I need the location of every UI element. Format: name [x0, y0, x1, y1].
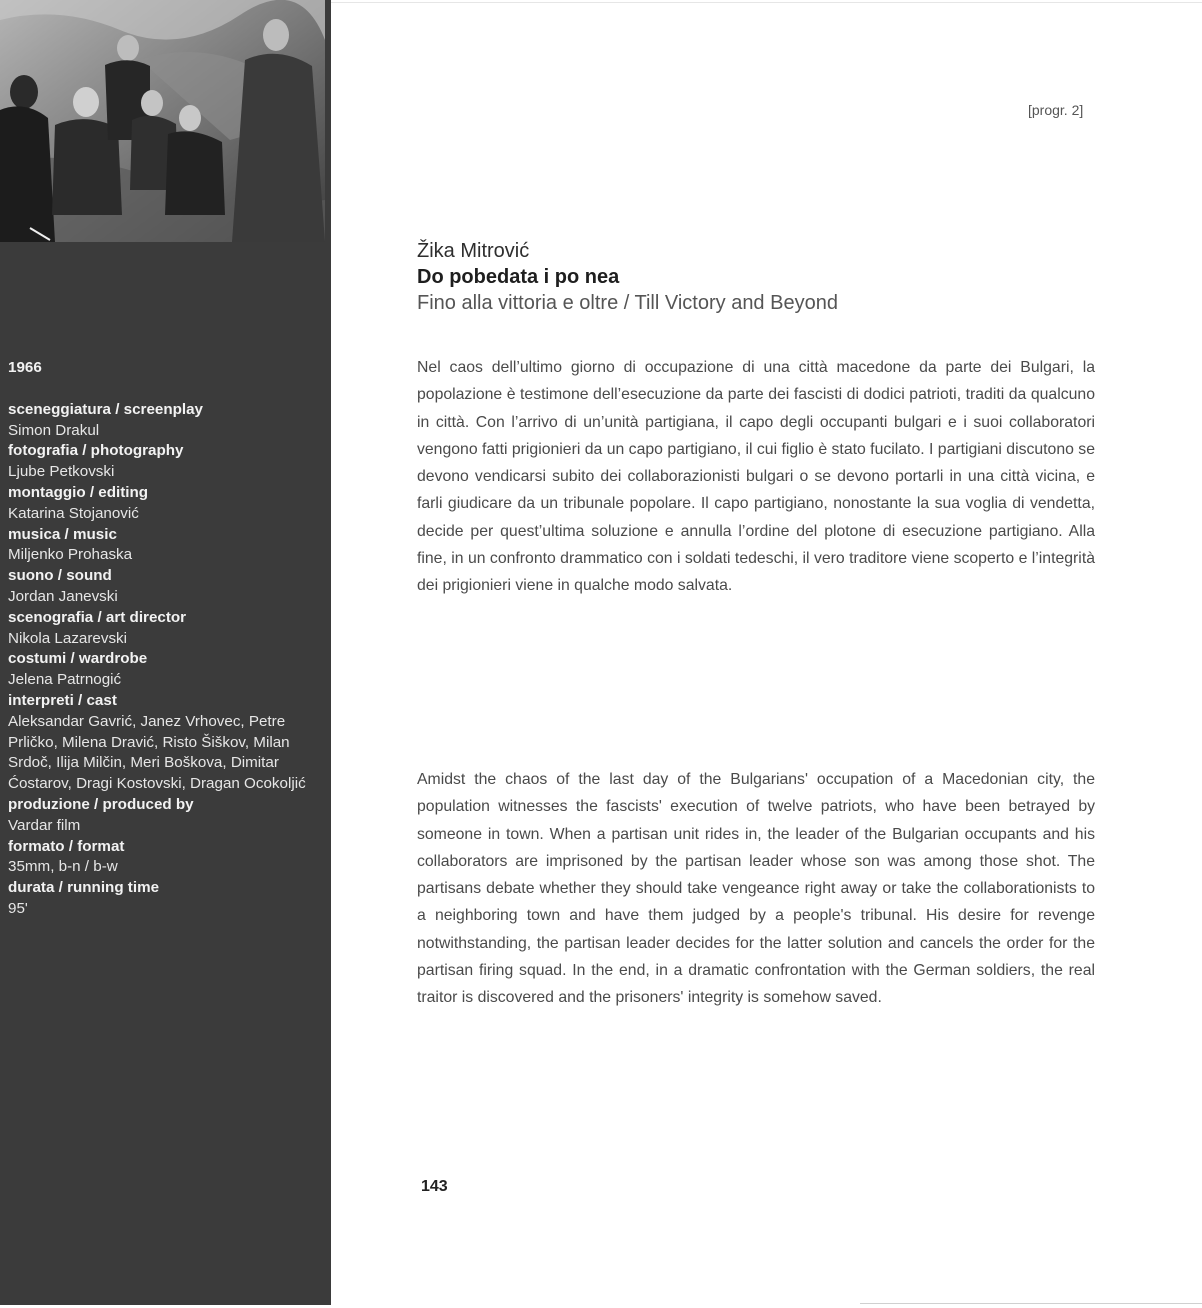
credits-sidebar [0, 0, 331, 1305]
credit-value-running-time: 95' [8, 899, 28, 917]
credit-value-screenplay: Simon Drakul [8, 421, 100, 439]
film-subtitle: Fino alla vittoria e oltre / Till Victory and Beyond [417, 292, 838, 314]
credits-list [8, 358, 326, 920]
film-still-image [0, 0, 325, 242]
credit-role-photography: fotografia / photography [8, 442, 184, 460]
release-year: 1966 [8, 359, 42, 376]
film-header [417, 238, 1117, 316]
film-still-photo [0, 0, 325, 242]
credit-value-format: 35mm, b-n / b-w [8, 858, 118, 876]
top-edge-line [331, 2, 1202, 3]
director-name: Žika Mitrović [417, 240, 530, 262]
credit-value-produced-by: Vardar film [8, 816, 81, 834]
credit-value-art-director: Nikola Lazarevski [8, 629, 128, 647]
credit-role-running-time: durata / running time [8, 879, 160, 897]
credit-value-wardrobe: Jelena Patrnogić [8, 671, 122, 689]
credit-role-format: formato / format [8, 837, 125, 855]
credit-value-photography: Ljube Petkovski [8, 463, 115, 481]
bottom-edge-line [860, 1303, 1202, 1304]
credit-value-music: Miljenko Prohaska [8, 546, 133, 564]
program-label: [progr. 2] [1028, 102, 1084, 118]
film-title: Do pobedata i po nea [417, 266, 620, 288]
synopsis-english: Amidst the chaos of the last day of the Bulgarians' occupation of a Macedonian city, the population witnesses the fascists' execution of twelve patriots, who have been betrayed by someone in town. When a partisan unit rides in, the leader of the Bulgarian occupants and his collaborators are imprisoned by the partisan leader whose son was among those shot. The partisans debate whether they should take vengeance right away or take the collaborationists to a neighboring town and have them judged by a people's tribunal. His desire for revenge notwithstanding, the partisan leader decides for the latter solution and cancels the order for the partisan firing squad. In the end, in a dramatic confrontation with the German soldiers, the real traitor is discovered and the prisoners' integrity is somehow saved. [417, 771, 1095, 1007]
synopsis-italian: Nel caos dell’ultimo giorno di occupazione di una città macedone da parte dei Bulgari, la popolazione è testimone dell’esecuzione da parte dei fascisti di dodici patrioti, traditi da qualcuno in città. Con l’arrivo di un’unità partigiana, il capo degli occupanti bulgari e i suoi collaboratori vengono fatti prigionieri da un capo partigiano, il cui figlio è stato fucilato. I partigiani discutono se devono vendicarsi subito dei collaborazionisti bulgari o se devono portarli in una città vicina, e farli giudicare da un tribunale popolare. Il capo partigiano, nonostante la sua voglia di vendetta, decide per quest’ultima soluzione e annulla l’ordine del plotone di esecuzione partigiano. Alla fine, in un confronto drammatico con i soldati tedeschi, il vero traditore viene scoperto e l’integrità dei prigionieri viene in qualche modo salvata. [417, 359, 1095, 595]
credit-value-cast: Aleksandar Gavrić, Janez Vrhovec, Petre Prličko, Milena Dravić, Risto Šiškov, Milan Srdoč, Ilija Milčin, Meri Boškova, Dimitar Ćostarov, Dragi Kostovski, Dragan Ocokoljić [8, 712, 306, 793]
credit-role-produced-by: produzione / produced by [8, 795, 194, 813]
credit-value-editing: Katarina Stojanović [8, 504, 139, 522]
credit-value-sound: Jordan Janevski [8, 587, 118, 605]
credit-role-screenplay: sceneggiatura / screenplay [8, 400, 203, 418]
credit-role-art-director: scenografia / art director [8, 608, 187, 626]
credit-role-editing: montaggio / editing [8, 483, 149, 501]
credit-role-music: musica / music [8, 525, 117, 543]
credit-role-cast: interpreti / cast [8, 691, 117, 709]
credit-role-sound: suono / sound [8, 567, 112, 585]
page-number: 143 [421, 1178, 448, 1195]
credit-role-wardrobe: costumi / wardrobe [8, 650, 148, 668]
